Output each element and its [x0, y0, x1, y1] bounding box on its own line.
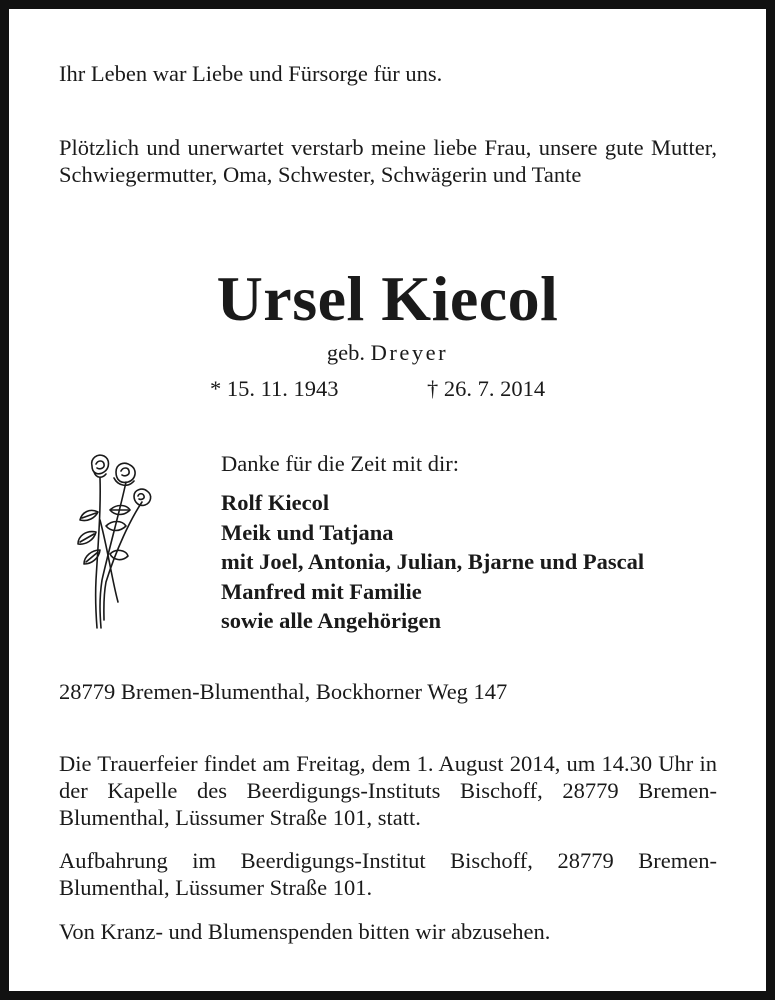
- intro-text: Plötzlich und unerwartet verstarb meine liebe Frau, unsere gute Mutter, Schwiegermutter, Oma, Schwester, Schwägerin und Tante: [59, 135, 717, 187]
- mourner: Manfred mit Familie: [221, 578, 422, 604]
- address: 28779 Bremen-Blumenthal, Bockhorner Weg 147: [59, 679, 508, 704]
- thanks-line: Danke für die Zeit mit dir:: [221, 451, 460, 476]
- viewing-info: Aufbahrung im Beerdigungs-Institut Bischoff, 28779 Bremen-Blumenthal, Lüssumer Straße 101.: [59, 848, 717, 900]
- ceremony-info: Die Trauerfeier findet am Freitag, dem 1. August 2014, um 14.30 Uhr in der Kapelle des Beerdigungs-Instituts Bischoff, 28779 Bremen-Blumenthal, Lüssumer Straße 101, statt.: [59, 751, 717, 830]
- motto: Ihr Leben war Liebe und Fürsorge für uns.: [59, 61, 443, 86]
- death-date: † 26. 7. 2014: [427, 376, 546, 401]
- mourner: mit Joel, Antonia, Julian, Bjarne und Pascal: [221, 549, 645, 574]
- mourner: Rolf Kiecol: [221, 490, 330, 515]
- birth-name: Dreyer: [370, 340, 449, 365]
- mourner: sowie alle Angehörigen: [221, 608, 441, 633]
- birth-date: * 15. 11. 1943: [210, 376, 339, 401]
- birth-name-line: [0, 339, 775, 366]
- donations-note: Von Kranz- und Blumenspenden bitten wir abzusehen.: [59, 919, 551, 944]
- mourner: Meik und Tatjana: [221, 519, 394, 545]
- mourners-list: [221, 488, 644, 636]
- roses-icon: [70, 450, 162, 632]
- birth-name-prefix: geb.: [326, 340, 366, 365]
- deceased-name: Ursel Kiecol: [216, 263, 559, 334]
